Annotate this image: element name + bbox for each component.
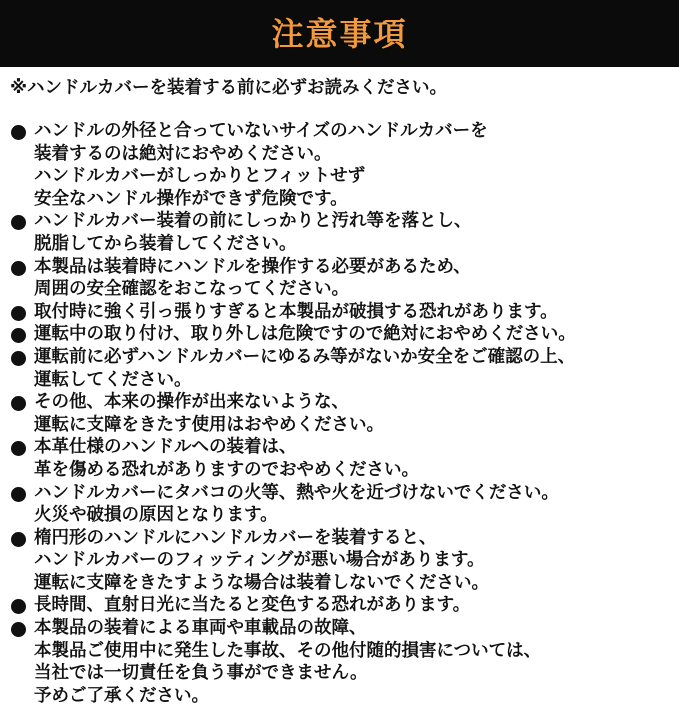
notice-item	[10, 482, 675, 527]
notice-item	[10, 391, 675, 436]
notice-item	[10, 527, 675, 595]
notice-line: 革を傷める恐れがありますのでおやめください。	[34, 459, 419, 480]
notice-item	[10, 346, 675, 391]
notice-line: 運転前に必ずハンドルカバーにゆるみ等がないか安全をご確認の上、	[34, 346, 576, 367]
notice-line: 火災や破損の原因となります。	[34, 505, 278, 526]
bullet-icon	[11, 351, 26, 366]
notice-line: 運転してください。	[34, 369, 192, 390]
page-title: 注意事項	[271, 14, 408, 53]
notice-line: 運転に支障をきたす使用はおやめください。	[34, 414, 384, 435]
notice-line: 本製品ご使用中に発生した事故、その他付随的損害については、	[34, 640, 542, 661]
bullet-icon	[11, 125, 26, 140]
notice-item	[10, 256, 675, 301]
notice-line: 本製品は装着時にハンドルを操作する必要があるため、	[34, 256, 471, 277]
notice-item	[10, 301, 675, 324]
notice-line: その他、本来の操作が出来ないような、	[34, 392, 349, 413]
notice-line: ハンドルカバー装着の前にしっかりと汚れ等を落とし、	[34, 211, 472, 232]
notice-item	[10, 120, 675, 210]
notice-line: 運転中の取り付け、取り外しは危険ですので絶対におやめください。	[34, 324, 576, 345]
intro-note: ※ハンドルカバーを装着する前に必ずお読みください。	[10, 78, 448, 98]
bullet-icon	[11, 599, 26, 614]
notice-line: ハンドルカバーにタバコの火等、熱や火を近づけないでください。	[34, 482, 559, 503]
notice-item	[10, 436, 675, 481]
notice-line: 楕円形のハンドルにハンドルカバーを装着すると、	[34, 527, 437, 548]
notice-line: ハンドルカバーがしっかりとフィットせず	[34, 166, 366, 187]
notice-line: 本製品の装着による車両や車載品の故障、	[34, 618, 367, 639]
notice-item	[10, 323, 675, 346]
notice-line: ハンドルの外径と合っていないサイズのハンドルカバーを	[34, 121, 488, 141]
notice-line: 予めご了承ください。	[34, 685, 209, 706]
notice-content	[10, 77, 675, 707]
bullet-icon	[11, 396, 26, 411]
bullet-icon	[11, 622, 26, 637]
bullet-icon	[11, 441, 26, 456]
notice-line: 脱脂してから装着してください。	[34, 233, 297, 254]
notice-item	[10, 594, 675, 617]
notice-line: 本革仕様のハンドルへの装着は、	[34, 437, 297, 458]
notice-line: ハンドルカバーのフィッティングが悪い場合があります。	[34, 550, 485, 571]
bullet-icon	[11, 215, 26, 230]
bullet-icon	[11, 306, 26, 321]
notice-line: 運転に支障をきたすような場合は装着しないでください。	[34, 572, 489, 593]
notice-item	[10, 617, 675, 707]
notice-line: 長時間、直射日光に当たると変色する恐れがあります。	[34, 595, 471, 616]
bullet-icon	[11, 261, 26, 276]
notice-line: 装着するのは絶対におやめください。	[34, 143, 332, 164]
bullet-icon	[11, 328, 26, 343]
notice-line: 取付時に強く引っ張りすぎると本製品が破損する恐れがあります。	[34, 301, 558, 322]
notice-item	[10, 210, 675, 255]
notice-line: 当社では一切責任を負う事ができません。	[34, 663, 368, 684]
notice-line: 周囲の安全確認をおこなってください。	[34, 279, 349, 300]
bullet-icon	[11, 487, 26, 502]
notice-line: 安全なハンドル操作ができず危険です。	[34, 188, 348, 209]
bullet-icon	[11, 532, 26, 547]
header-bar	[0, 0, 679, 67]
notice-list	[10, 120, 675, 707]
